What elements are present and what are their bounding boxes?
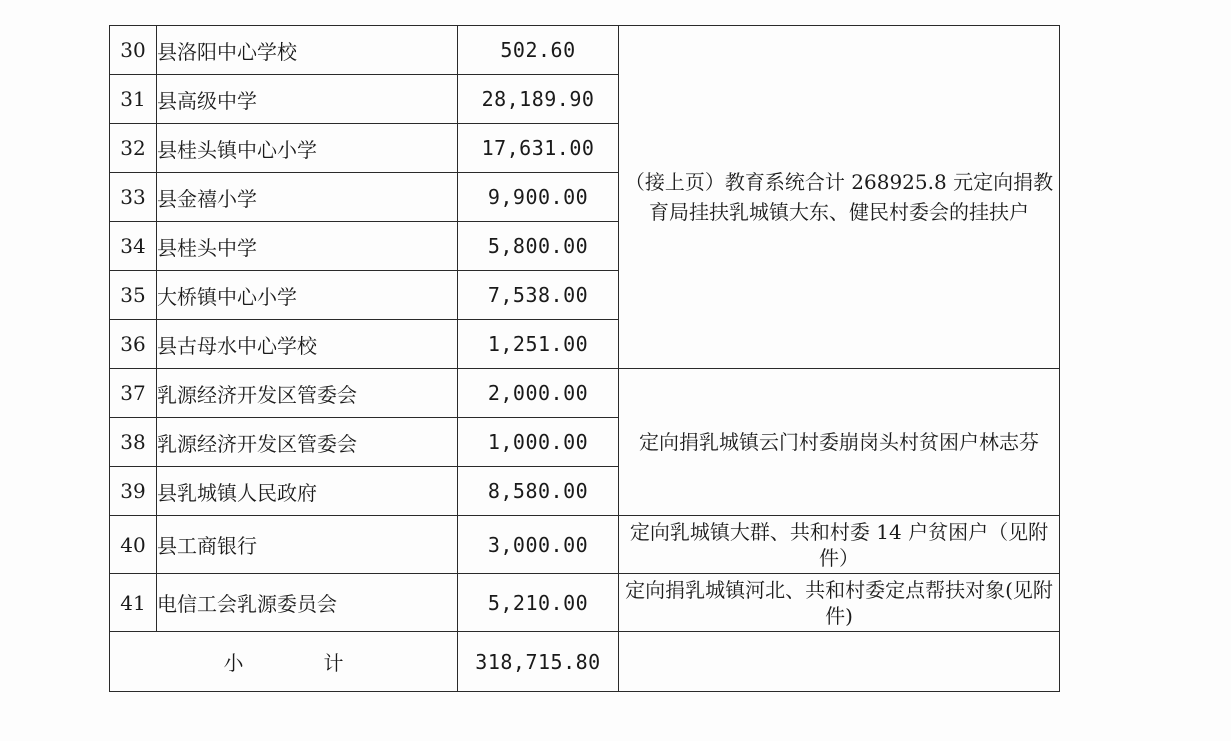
donation-amount: 1,251.00 bbox=[458, 320, 619, 369]
row-number: 38 bbox=[110, 418, 157, 467]
note-education-group: （接上页）教育系统合计 268925.8 元定向捐教育局挂扶乳城镇大东、健民村委会的挂扶户 bbox=[619, 26, 1060, 369]
subtotal-amount: 318,715.80 bbox=[458, 632, 619, 692]
table-row bbox=[110, 516, 1060, 574]
subtotal-row bbox=[110, 632, 1060, 692]
donor-name: 县高级中学 bbox=[157, 75, 458, 124]
donor-name: 县桂头镇中心小学 bbox=[157, 124, 458, 173]
donor-name: 县桂头中学 bbox=[157, 222, 458, 271]
donor-name: 乳源经济开发区管委会 bbox=[157, 369, 458, 418]
table-row bbox=[110, 574, 1060, 632]
table-row bbox=[110, 369, 1060, 418]
donation-amount: 5,800.00 bbox=[458, 222, 619, 271]
table-row bbox=[110, 26, 1060, 75]
donation-amount: 8,580.00 bbox=[458, 467, 619, 516]
donor-name: 大桥镇中心小学 bbox=[157, 271, 458, 320]
donor-name: 县乳城镇人民政府 bbox=[157, 467, 458, 516]
note-row-41: 定向捐乳城镇河北、共和村委定点帮扶对象(见附件) bbox=[619, 574, 1060, 632]
note-row-40: 定向乳城镇大群、共和村委 14 户贫困户（见附件） bbox=[619, 516, 1060, 574]
donor-name: 县洛阳中心学校 bbox=[157, 26, 458, 75]
donor-name: 电信工会乳源委员会 bbox=[157, 574, 458, 632]
row-number: 30 bbox=[110, 26, 157, 75]
row-number: 36 bbox=[110, 320, 157, 369]
donation-amount: 5,210.00 bbox=[458, 574, 619, 632]
row-number: 34 bbox=[110, 222, 157, 271]
row-number: 31 bbox=[110, 75, 157, 124]
donation-amount: 9,900.00 bbox=[458, 173, 619, 222]
row-number: 41 bbox=[110, 574, 157, 632]
donation-amount: 1,000.00 bbox=[458, 418, 619, 467]
row-number: 33 bbox=[110, 173, 157, 222]
donation-amount: 3,000.00 bbox=[458, 516, 619, 574]
donor-name: 县金禧小学 bbox=[157, 173, 458, 222]
donation-amount: 502.60 bbox=[458, 26, 619, 75]
subtotal-note-empty bbox=[619, 632, 1060, 692]
note-development-group: 定向捐乳城镇云门村委崩岗头村贫困户林志芬 bbox=[619, 369, 1060, 516]
donation-amount: 17,631.00 bbox=[458, 124, 619, 173]
row-number: 37 bbox=[110, 369, 157, 418]
row-number: 40 bbox=[110, 516, 157, 574]
subtotal-label bbox=[110, 632, 458, 692]
donation-amount: 2,000.00 bbox=[458, 369, 619, 418]
subtotal-label-part2: 计 bbox=[323, 651, 344, 675]
donation-amount: 28,189.90 bbox=[458, 75, 619, 124]
subtotal-label-part1: 小 bbox=[223, 651, 244, 675]
row-number: 35 bbox=[110, 271, 157, 320]
donor-name: 乳源经济开发区管委会 bbox=[157, 418, 458, 467]
donation-amount: 7,538.00 bbox=[458, 271, 619, 320]
row-number: 39 bbox=[110, 467, 157, 516]
donor-name: 县工商银行 bbox=[157, 516, 458, 574]
donor-name: 县古母水中心学校 bbox=[157, 320, 458, 369]
donation-table bbox=[109, 25, 1060, 692]
row-number: 32 bbox=[110, 124, 157, 173]
